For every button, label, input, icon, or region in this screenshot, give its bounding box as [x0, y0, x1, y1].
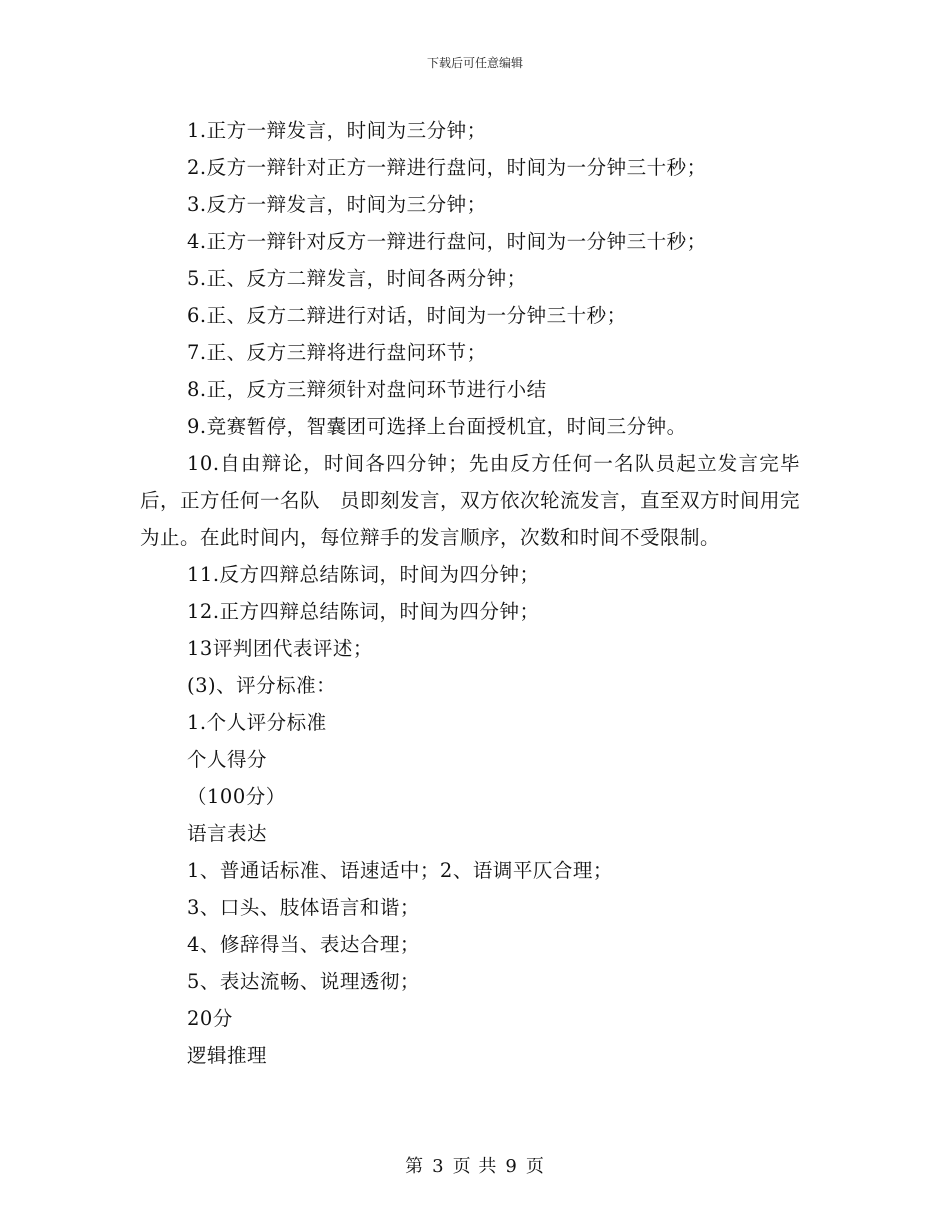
list-item: 12.正方四辩总结陈词，时间为四分钟； — [187, 600, 540, 623]
list-item: 逻辑推理 — [187, 1044, 268, 1067]
list-item: 5.正、反方二辩发言，时间各两分钟； — [187, 267, 527, 290]
page-header: 下载后可任意编辑 — [426, 56, 523, 70]
list-item: 3.反方一辩发言，时间为三分钟； — [187, 193, 487, 216]
page-footer — [0, 1152, 950, 1178]
page-number: 3 — [432, 1156, 445, 1177]
list-item: 13评判团代表评述； — [187, 637, 373, 660]
document-body — [140, 112, 800, 1074]
list-item: 4、修辞得当、表达合理； — [187, 933, 420, 956]
list-item: 7.正、反方三辩将进行盘问环节； — [187, 341, 487, 364]
list-item: （100分） — [187, 785, 286, 808]
list-item: 2.反方一辩针对正方一辩进行盘问，时间为一分钟三十秒； — [187, 156, 707, 179]
list-item: 1.正方一辩发言，时间为三分钟； — [187, 119, 487, 142]
footer-middle: 页 共 — [452, 1156, 498, 1177]
list-item: 20分 — [187, 1007, 233, 1030]
list-item: 11.反方四辩总结陈词，时间为四分钟； — [187, 563, 540, 586]
page-total: 9 — [505, 1156, 518, 1177]
footer-suffix: 页 — [525, 1156, 545, 1177]
list-item: 3、口头、肢体语言和谐； — [187, 896, 420, 919]
free-debate-paragraph: 10.自由辩论，时间各四分钟；先由反方任何一名队员起立发言完毕后，正方任何一名队 员即刻发言，双方依次轮流发言，直至双方时间用完为止。在此时间内，每位辩手的发言顺序，次数和时间不受限制。 — [140, 452, 801, 549]
list-item: 语言表达 — [187, 822, 268, 845]
list-item: 1、普通话标准、语速适中；2、语调平仄合理； — [187, 859, 613, 882]
list-item: 9.竞赛暂停，智囊团可选择上台面授机宜，时间三分钟。 — [187, 415, 687, 438]
list-item: 5、表达流畅、说理透彻； — [187, 970, 420, 993]
list-item: 个人得分 — [187, 748, 268, 771]
list-item: 4.正方一辩针对反方一辩进行盘问，时间为一分钟三十秒； — [187, 230, 707, 253]
list-item: 6.正、反方二辩进行对话，时间为一分钟三十秒； — [187, 304, 627, 327]
footer-prefix: 第 — [405, 1156, 425, 1177]
list-item: 8.正，反方三辩须针对盘问环节进行小结 — [187, 378, 547, 401]
subsection-heading: 1.个人评分标准 — [187, 711, 327, 734]
section-heading: (3)、评分标准： — [187, 674, 337, 697]
